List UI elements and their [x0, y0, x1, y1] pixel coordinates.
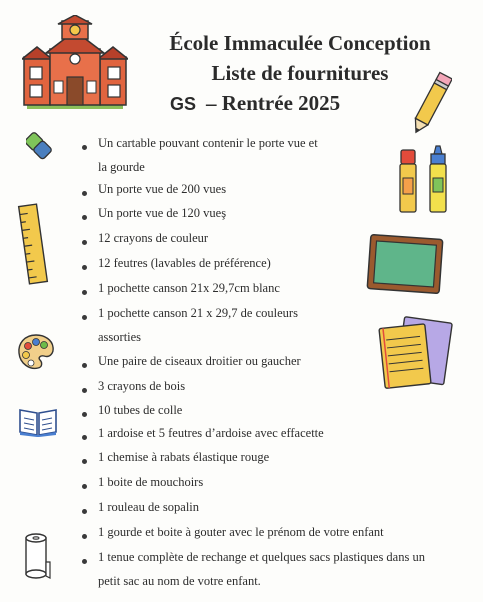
list-item: 1 tenue complète de rechange et quelques sacs plastiques dans un — [98, 550, 425, 564]
list-item: Un porte vue de 120 vueş — [98, 206, 227, 220]
list-bullet — [82, 240, 87, 245]
list-item: 10 tubes de colle — [98, 403, 183, 417]
school-name: École Immaculée Conception — [169, 31, 431, 55]
list-item: 1 gourde et boite à gouter avec le prénom de votre enfant — [98, 525, 384, 539]
list-item: 1 rouleau de sopalin — [98, 500, 200, 514]
marker-icon — [426, 144, 450, 214]
document-title: Liste de fournitures — [211, 61, 389, 85]
list-bullet — [82, 363, 87, 368]
list-bullet — [82, 559, 87, 564]
list-item: 1 pochette canson 21 x 29,7 de couleurs — [98, 306, 298, 320]
list-bullet — [82, 509, 87, 514]
list-item: 1 chemise à rabats élastique rouge — [98, 450, 270, 464]
list-item: 1 boite de mouchoirs — [98, 475, 204, 489]
list-bullet — [82, 388, 87, 393]
list-bullet — [82, 534, 87, 539]
glue-stick-icon — [398, 148, 418, 214]
list-bullet — [82, 215, 87, 220]
list-bullet — [82, 484, 87, 489]
open-book-icon — [18, 405, 58, 437]
pencil-icon — [410, 68, 452, 140]
chalkboard-icon — [366, 233, 444, 295]
list-item-continuation: la gourde — [98, 160, 145, 174]
paper-towel-roll-icon — [22, 532, 52, 580]
school-building-icon — [22, 15, 128, 113]
ruler-icon — [16, 203, 50, 285]
list-item: 3 crayons de bois — [98, 379, 186, 393]
list-item: Un porte vue de 200 vues — [98, 182, 227, 196]
list-bullet — [82, 191, 87, 196]
list-bullet — [82, 265, 87, 270]
palette-icon — [16, 332, 56, 372]
eraser-icon — [26, 130, 52, 160]
list-bullet — [82, 435, 87, 440]
list-item: 1 ardoise et 5 feutres d’ardoise avec effacette — [98, 426, 324, 440]
notebooks-icon — [376, 316, 456, 390]
list-item-continuation: assorties — [98, 330, 142, 344]
class-level: GS — [170, 94, 197, 114]
list-bullet — [82, 290, 87, 295]
rentree-year: – Rentrée 2025 — [206, 91, 341, 115]
list-bullet — [82, 315, 87, 320]
class-and-year — [170, 91, 340, 116]
list-bullet — [82, 412, 87, 417]
list-bullet — [82, 459, 87, 464]
list-item-continuation: petit sac au nom de votre enfant. — [98, 574, 261, 588]
list-item: 12 feutres (lavables de préférence) — [98, 256, 271, 270]
list-bullet — [82, 145, 87, 150]
list-item: Un cartable pouvant contenir le porte vue et — [98, 136, 318, 150]
list-item: 1 pochette canson 21x 29,7cm blanc — [98, 281, 280, 295]
list-item: Une paire de ciseaux droitier ou gaucher — [98, 354, 301, 368]
list-item: 12 crayons de couleur — [98, 231, 209, 245]
